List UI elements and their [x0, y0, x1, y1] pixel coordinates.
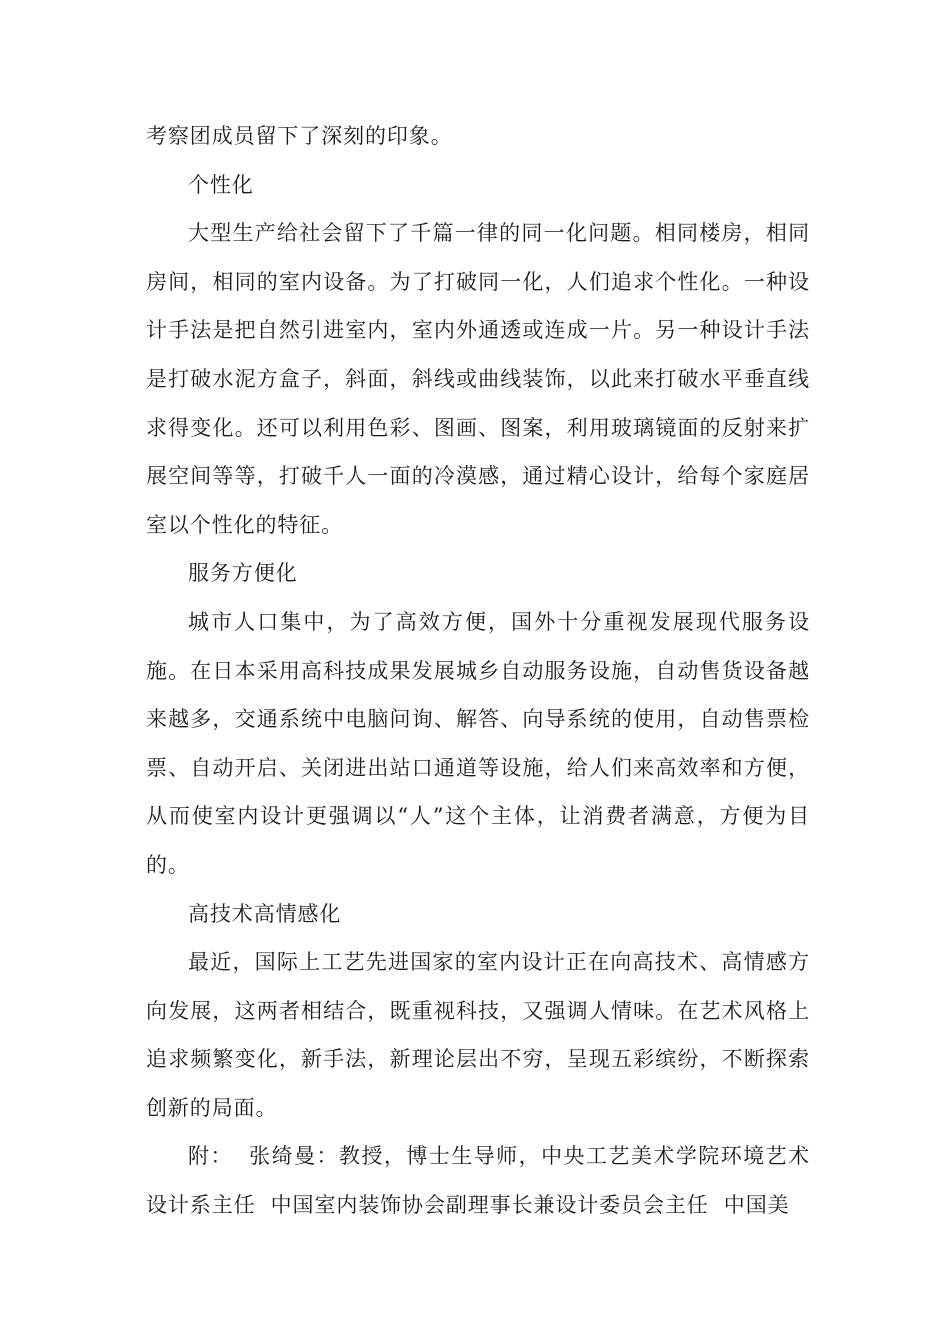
paragraph-appendix: 附： 张绮曼：教授，博士生导师，中央工艺美术学院环境艺术设计系主任 中国室内装饰协会副理事长兼设计委员会主任 中国美 — [146, 1144, 810, 1218]
paragraph-personalization: 大型生产给社会留下了千篇一律的同一化问题。相同楼房，相同房间，相同的室内设备。为了打破同一化，人们追求个性化。一种设计手法是把自然引进室内，室内外通透或连成一片。另一种设计手法是打破水泥方盒子，斜面，斜线或曲线装饰，以此来打破水平垂直线求得变化。还可以利用色彩、图画、图案，利用玻璃镜面的反射来扩展空间等等，打破千人一面的冷漠感，通过精心设计，给每个家庭居室以个性化的特征。 — [146, 221, 810, 537]
paragraph-continuation: 考察团成员留下了深刻的印象。 — [146, 124, 453, 148]
section-heading-personalization: 个性化 — [188, 172, 254, 197]
paragraph-high-tech-high-touch: 最近，国际上工艺先进国家的室内设计正在向高技术、高情感方向发展，这两者相结合，既重视科技，又强调人情味。在艺术风格上追求频繁变化，新手法，新理论层出不穷，呈现五彩缤纷，不断探索创新的局面。 — [146, 950, 810, 1120]
document-body — [146, 112, 810, 1230]
section-heading-high-tech-high-touch: 高技术高情感化 — [188, 901, 342, 926]
section-heading-service-convenience: 服务方便化 — [188, 561, 298, 586]
paragraph-service-convenience: 城市人口集中，为了高效方便，国外十分重视发展现代服务设施。在日本采用高科技成果发展城乡自动服务设施，自动售货设备越来越多，交通系统中电脑问询、解答、向导系统的使用，自动售票检票、自动开启、关闭进出站口通道等设施，给人们来高效率和方便，从而使室内设计更强调以“人”这个主体，让消费者满意，方便为目的。 — [146, 609, 810, 877]
